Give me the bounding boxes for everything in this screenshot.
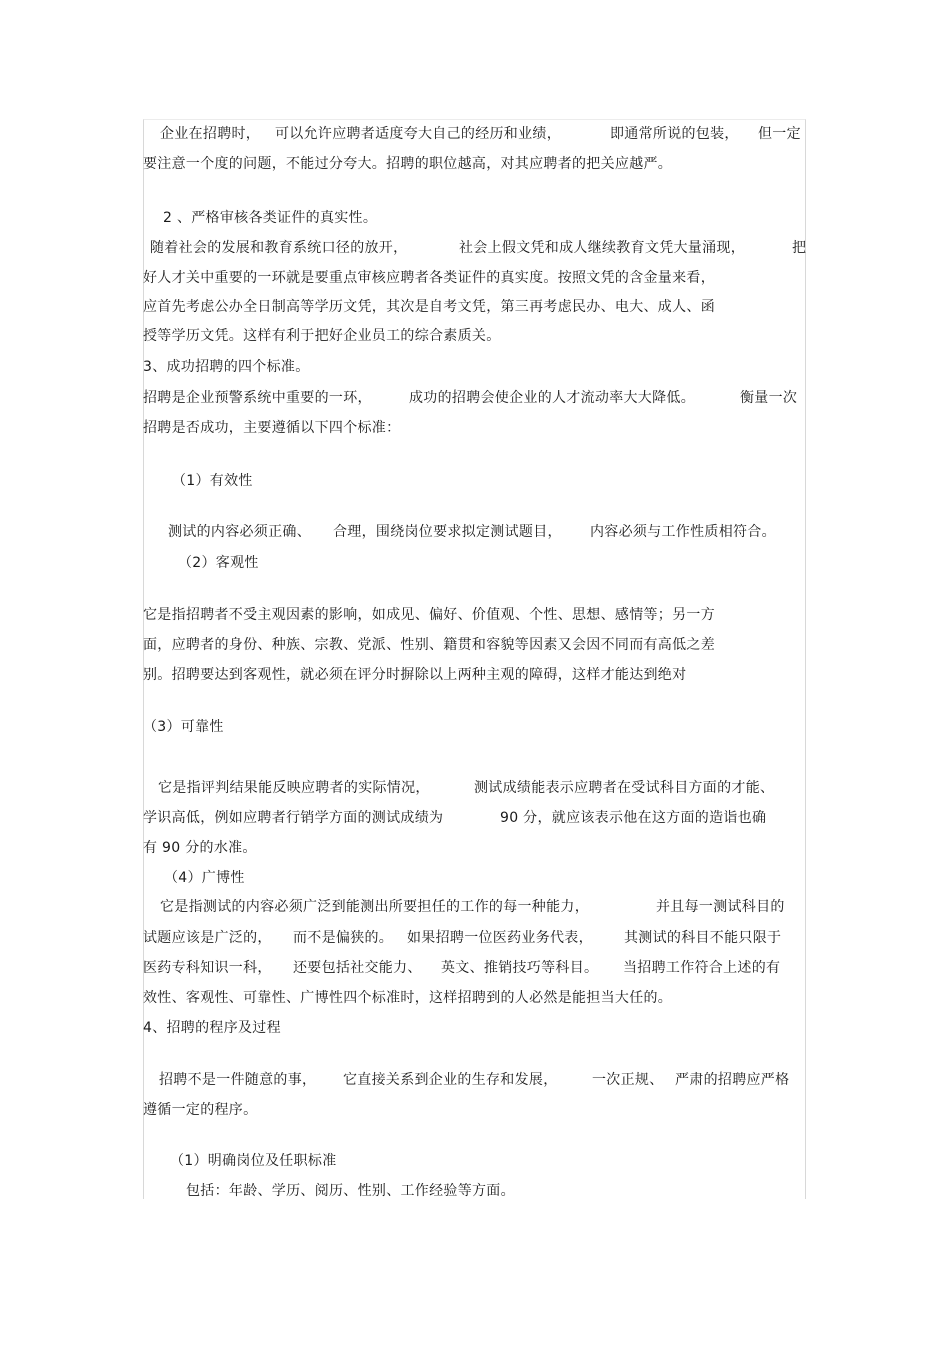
text-line: 遵循一定的程序。 [143, 1102, 258, 1118]
text-line: 它是指招聘者不受主观因素的影响，如成见、偏好、价值观、个性、思想、感情等；另一方 [143, 607, 715, 623]
text-line: 合理，围绕岗位要求拟定测试题目， [333, 524, 562, 540]
text-line: 测试成绩能表示应聘者在受试科目方面的才能、 [474, 780, 775, 796]
text-line: 90 分，就应该表示他在这方面的造诣也确 [500, 810, 767, 826]
text-line: 学识高低，例如应聘者行销学方面的测试成绩为 [143, 810, 444, 826]
text-line: 医药专科知识一科， [143, 960, 272, 976]
text-line: 它是指评判结果能反映应聘者的实际情况， [158, 780, 430, 796]
text-line: 即通常所说的包装， [610, 126, 739, 142]
text-line: 其测试的科目不能只限于 [624, 930, 782, 946]
text-line: 而不是偏狭的。 [293, 930, 394, 946]
text-line: 应首先考虑公办全日制高等学历文凭，其次是自考文凭，第三再考虑民办、电大、成人、函 [143, 299, 715, 315]
text-line: 要注意一个度的问题，不能过分夸大。招聘的职位越高，对其应聘者的把关应越严。 [143, 156, 673, 172]
subsection-heading: （1）有效性 [172, 473, 253, 489]
subsection-heading: （2）客观性 [178, 555, 259, 571]
section-heading: 2 、严格审核各类证件的真实性。 [163, 210, 378, 226]
text-line: 招聘是否成功，主要遵循以下四个标准： [143, 420, 401, 436]
text-line: 成功的招聘会使企业的人才流动率大大降低。 [409, 390, 695, 406]
text-line: 它是指测试的内容必须广泛到能测出所要担任的工作的每一种能力， [160, 899, 589, 915]
text-line: 严肃的招聘应严格 [675, 1072, 790, 1088]
text-line: 有 90 分的水准。 [143, 840, 257, 856]
text-line: 招聘不是一件随意的事， [159, 1072, 317, 1088]
subsection-heading: （4）广博性 [164, 870, 245, 886]
text-line: 别。招聘要达到客观性，就必须在评分时摒除以上两种主观的障碍，这样才能达到绝对 [143, 667, 687, 683]
text-line: 授等学历文凭。这样有利于把好企业员工的综合素质关。 [143, 328, 501, 344]
text-line: 英文、推销技巧等科目。 [441, 960, 599, 976]
subsection-heading: （3）可靠性 [143, 719, 224, 735]
text-line: 一次正规、 [592, 1072, 664, 1088]
text-line: 企业在招聘时， [160, 126, 261, 142]
text-line: 招聘是企业预警系统中重要的一环， [143, 390, 372, 406]
text-line: 如果招聘一位医药业务代表， [407, 930, 593, 946]
text-line: 好人才关中重要的一环就是要重点审核应聘者各类证件的真实度。按照文凭的含金量来看， [143, 270, 715, 286]
text-line: 社会上假文凭和成人继续教育文凭大量涌现， [459, 240, 745, 256]
text-line: 试题应该是广泛的， [143, 930, 272, 946]
text-line: 效性、客观性、可靠性、广博性四个标准时，这样招聘到的人必然是能担当大任的。 [143, 990, 673, 1006]
text-line: 内容必须与工作性质相符合。 [590, 524, 776, 540]
text-line: 当招聘工作符合上述的有 [623, 960, 781, 976]
text-line: 面，应聘者的身份、种族、宗教、党派、性别、籍贯和容貌等因素又会因不同而有高低之差 [143, 637, 715, 653]
text-line: 把 [792, 240, 807, 256]
section-heading: 4、招聘的程序及过程 [143, 1020, 281, 1036]
text-line: 衡量一次 [740, 390, 798, 406]
text-line: 它直接关系到企业的生存和发展， [343, 1072, 558, 1088]
text-line: 包括：年龄、学历、阅历、性别、工作经验等方面。 [186, 1183, 515, 1199]
text-line: 并且每一测试科目的 [656, 899, 785, 915]
text-line: 还要包括社交能力、 [293, 960, 422, 976]
section-heading: 3、成功招聘的四个标准。 [143, 359, 310, 375]
text-line: 测试的内容必须正确、 [168, 524, 311, 540]
text-line: 可以允许应聘者适度夸大自己的经历和业绩， [275, 126, 561, 142]
text-line: 但一定 [758, 126, 801, 142]
text-line: 随着社会的发展和教育系统口径的放开， [150, 240, 408, 256]
subsection-heading: （1）明确岗位及任职标准 [170, 1153, 337, 1169]
